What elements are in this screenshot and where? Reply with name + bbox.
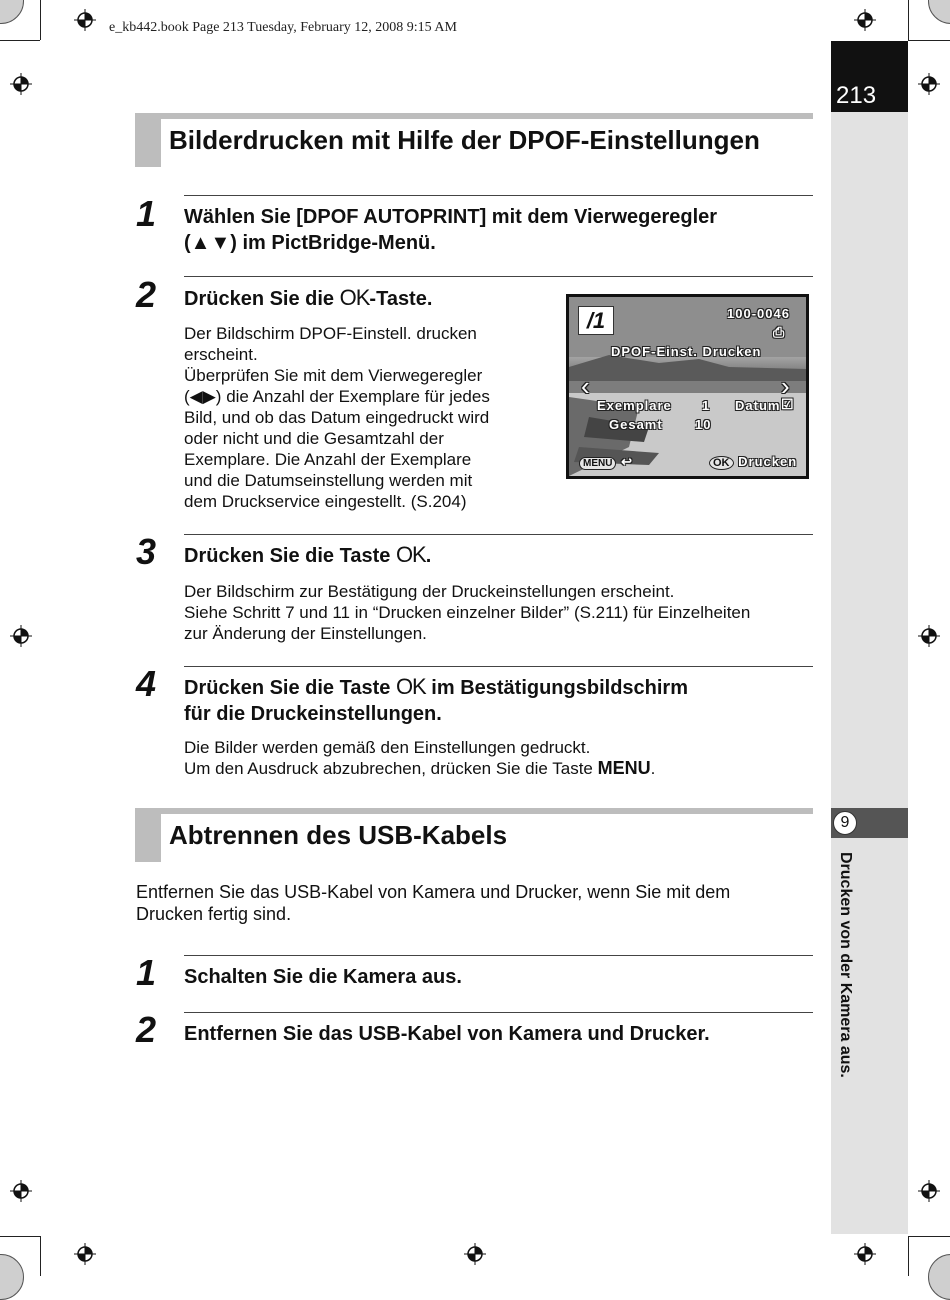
body-text-segment: Um den Ausdruck abzubrechen, drücken Sie die Taste — [184, 759, 598, 778]
step-title-text: -Taste. — [369, 288, 433, 310]
section-heading — [135, 113, 813, 167]
step-number: 4 — [136, 663, 157, 704]
step-title — [184, 674, 688, 727]
step-title-text: im Bestätigungsbildschirm — [425, 677, 688, 699]
body-text-segment: . — [650, 759, 656, 778]
body-line: dem Druckservice eingestellt. (S.204) — [184, 492, 467, 511]
section-intro — [136, 881, 816, 925]
step-title-line: (▲▼) im PictBridge-Menü. — [184, 232, 436, 254]
step-number: 3 — [136, 531, 157, 572]
camera-screen — [566, 294, 809, 479]
registration-mark-icon — [854, 9, 876, 31]
registration-mark-icon — [918, 1180, 940, 1202]
total-label: Gesamt — [609, 417, 663, 432]
step-number: 2 — [136, 274, 157, 315]
body-line — [184, 758, 814, 779]
step-divider — [184, 195, 813, 196]
step-title-text: Drücken Sie die Taste — [184, 545, 396, 567]
ok-button-icon: OK — [709, 456, 734, 470]
crop-mark — [0, 1236, 40, 1237]
section-title: Abtrennen des USB-Kabels — [169, 820, 508, 850]
heading-bar — [135, 808, 161, 862]
corner-disc — [928, 0, 950, 24]
date-label: Datum — [735, 398, 781, 413]
step-title-line — [184, 674, 688, 701]
step-title: Entfernen Sie das USB-Kabel von Kamera und Drucker. — [184, 1023, 710, 1045]
corner-disc — [0, 0, 24, 24]
print-label: Drucken — [738, 454, 798, 469]
step-divider — [184, 955, 813, 956]
step-title-text: . — [425, 545, 432, 567]
crop-mark — [908, 1236, 950, 1237]
body-line: zur Änderung der Einstellungen. — [184, 624, 427, 643]
step-title — [184, 204, 717, 256]
pictbridge-logo-icon: /1 — [578, 306, 614, 335]
body-line: oder nicht und die Gesamtzahl der — [184, 429, 444, 448]
crop-mark — [0, 40, 40, 41]
registration-mark-icon — [854, 1243, 876, 1265]
file-number: 100-0046 — [727, 306, 790, 321]
corner-disc — [0, 1254, 24, 1300]
screen-title: DPOF-Einst. Drucken — [611, 344, 762, 359]
date-checkbox-icon: ☑ — [781, 396, 795, 412]
menu-symbol: MENU — [597, 758, 651, 778]
step-title: Schalten Sie die Kamera aus. — [184, 966, 462, 988]
print-icon: ⎙ — [773, 324, 786, 340]
book-header: e_kb442.book Page 213 Tuesday, February 12, 2008 9:15 AM — [109, 20, 457, 35]
body-line: Die Bilder werden gemäß den Einstellungen gedruckt. — [184, 738, 591, 757]
registration-mark-icon — [10, 73, 32, 95]
page-number: 213 — [836, 82, 877, 109]
step-body — [184, 323, 554, 512]
ok-symbol: OK — [339, 285, 370, 310]
step-title-line: für die Druckeinstellungen. — [184, 703, 442, 725]
registration-mark-icon — [918, 625, 940, 647]
step-divider — [184, 534, 813, 535]
registration-mark-icon — [918, 73, 940, 95]
step-body — [184, 737, 814, 779]
step-title — [184, 285, 432, 312]
intro-line: Entfernen Sie das USB-Kabel von Kamera und Drucker, wenn Sie mit dem — [136, 882, 731, 902]
crop-mark — [40, 1236, 41, 1276]
menu-button-icon: MENU — [579, 457, 616, 470]
step-number: 2 — [136, 1009, 157, 1050]
intro-line: Drucken fertig sind. — [136, 904, 292, 924]
copies-label: Exemplare — [597, 398, 672, 413]
body-line: Siehe Schritt 7 und 11 in “Drucken einzelner Bilder” (S.211) für Einzelheiten — [184, 603, 751, 622]
body-line: erscheint. — [184, 345, 258, 364]
chapter-number: 9 — [833, 811, 857, 835]
body-line: Der Bildschirm zur Bestätigung der Druckeinstellungen erscheint. — [184, 582, 675, 601]
crop-mark — [908, 0, 909, 40]
registration-mark-icon — [10, 1180, 32, 1202]
body-line: Bild, und ob das Datum eingedruckt wird — [184, 408, 490, 427]
step-body — [184, 581, 814, 644]
heading-rule — [135, 113, 813, 119]
menu-back-control — [579, 454, 633, 470]
camera-screen-photo — [569, 297, 806, 476]
copies-value: 1 — [702, 398, 711, 413]
registration-mark-icon — [464, 1243, 486, 1265]
back-arrow-icon: ↩ — [621, 454, 633, 469]
ok-symbol: OK — [395, 674, 426, 699]
step-title-line: Wählen Sie [DPOF AUTOPRINT] mit dem Vierwegeregler — [184, 206, 718, 228]
registration-mark-icon — [74, 9, 96, 31]
registration-mark-icon — [74, 1243, 96, 1265]
step-divider — [184, 666, 813, 667]
step-number: 1 — [136, 193, 157, 234]
section-title: Bilderdrucken mit Hilfe der DPOF-Einstellungen — [169, 125, 760, 155]
chapter-title: Drucken von der Kamera aus. — [837, 852, 854, 1078]
step-divider — [184, 1012, 813, 1013]
total-value: 10 — [695, 417, 712, 432]
step-divider — [184, 276, 813, 277]
heading-rule — [135, 808, 813, 814]
step-number: 1 — [136, 952, 157, 993]
body-line: (◀▶) die Anzahl der Exemplare für jedes — [184, 387, 490, 406]
crop-mark — [908, 1236, 909, 1276]
ok-print-control — [709, 454, 797, 470]
step-title-text: Drücken Sie die — [184, 288, 340, 310]
heading-bar — [135, 113, 161, 167]
body-line: Der Bildschirm DPOF-Einstell. drucken — [184, 324, 477, 343]
body-line: Exemplare. Die Anzahl der Exemplare — [184, 450, 472, 469]
right-arrow-icon: › — [781, 371, 791, 401]
body-line: und die Datumseinstellung werden mit — [184, 471, 473, 490]
body-line: Überprüfen Sie mit dem Vierwegeregler — [184, 366, 483, 385]
step-title-text: Drücken Sie die Taste — [184, 677, 396, 699]
registration-mark-icon — [10, 625, 32, 647]
crop-mark — [908, 40, 950, 41]
corner-disc — [928, 1254, 950, 1300]
ok-symbol: OK — [395, 542, 426, 567]
crop-mark — [40, 0, 41, 40]
section-heading — [135, 808, 813, 862]
left-arrow-icon: ‹ — [581, 371, 591, 401]
step-title — [184, 542, 431, 569]
